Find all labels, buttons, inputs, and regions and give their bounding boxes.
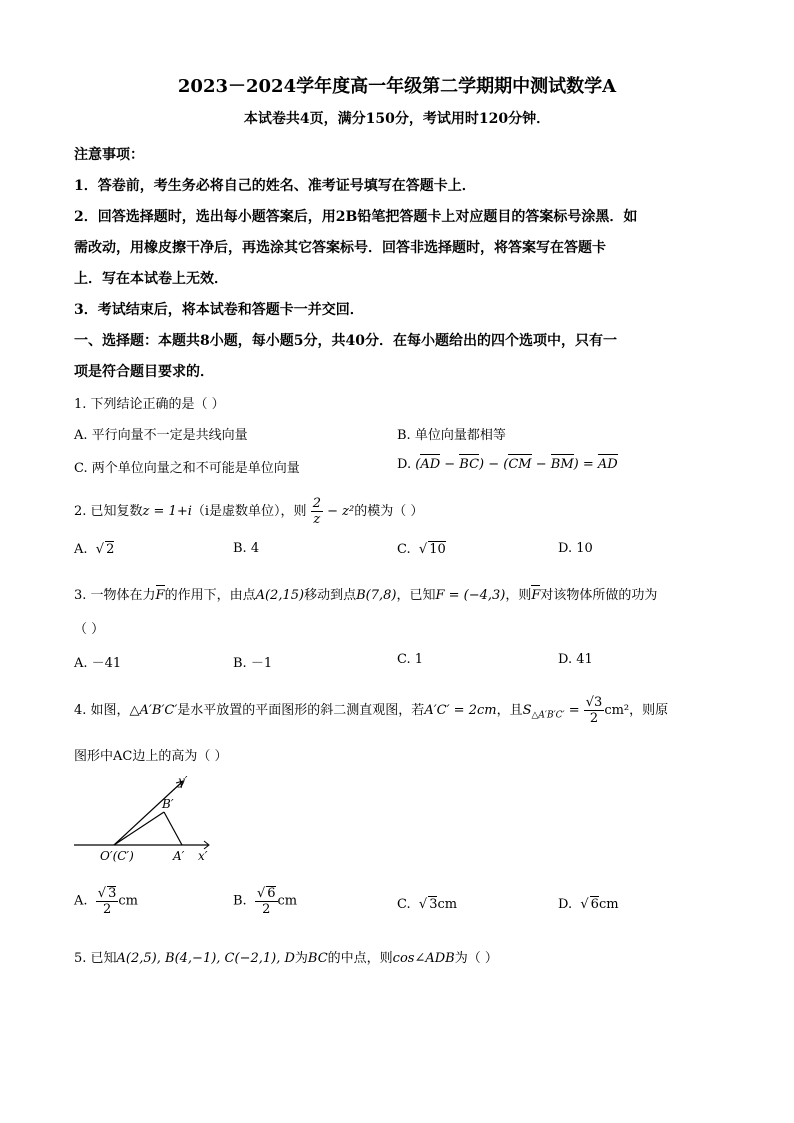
q4-frac-num: √3 [585,695,603,710]
expr-part: ) = [573,457,598,472]
q4-option-d: D. √ 6cm [558,897,619,912]
point-a: A(2,15) [255,588,305,603]
q5-segment-bc: BC [307,951,328,966]
vector-cm: CM [508,457,532,472]
q1-option-a: A. 平行向量不一定是共线向量 [74,428,248,443]
q3-mid2: 移动到点 [304,588,357,603]
vector-ad: AD [420,457,441,472]
q4-area-symbol: S [522,703,532,718]
q4-option-a-den: 2 [102,902,112,917]
q3-paren: （ ） [74,622,105,637]
q1-option-b: B. 单位向量都相等 [397,428,506,443]
q2-option-d: D. 10 [558,541,593,556]
expr-part: ) − ( [479,457,509,472]
vector-bc: BC [459,457,480,472]
q4-option-b-label: B. [233,893,247,909]
q5-mid2: 的中点，则 [327,951,393,966]
q4-option-a-label: A. [74,893,88,909]
q2-frac-num: 2 [312,496,321,511]
q2-fraction [311,497,323,526]
q4-tail: ，则原 [629,703,669,718]
q4-option-d-label: D. [558,897,573,912]
q4-unit: cm² [604,703,630,718]
q1-option-c: C. 两个单位向量之和不可能是单位向量 [74,461,300,476]
q3-mid4: ，则 [505,588,532,603]
q4-triangle: △A′B′C′ [129,703,178,718]
q2-option-c-value: 10 [429,542,446,557]
q1-option-d-expression [415,457,617,472]
question-5-stem [74,947,498,966]
note-2-line2: 需改动，用橡皮擦干净后，再选涂其它答案标号．回答非选择题时，将答案写在答题卡 [74,240,606,256]
q3-option-b: B. －1 [233,656,273,671]
point-b: B(7,8) [356,588,397,603]
q2-option-b: B. 4 [233,541,260,556]
q4-option-a-fraction [96,886,119,916]
y-axis-label: y′ [178,774,188,788]
q4-option-d-unit: cm [598,897,619,912]
q4-option-c: C. √ 3cm [397,897,458,912]
q2-z-eq: z = 1+i [142,504,192,519]
q4-line2: 图形中AC边上的高为（ ） [74,749,228,764]
note-2-line3: 上．写在本试卷上无效． [74,271,228,287]
q1-option-d-label: D. [397,457,412,472]
q3-pre: 3. 一物体在力 [74,588,156,603]
question-1-stem: 1. 下列结论正确的是（ ） [74,397,225,412]
vector-ad-result: AD [597,457,618,472]
q5-mid: 为 [294,951,308,966]
q4-option-b-unit: cm [277,893,298,909]
note-2-line1: 2．回答选择题时，选出每小题答案后，用2B铅笔把答题卡上对应题目的答案标号涂黑．如 [74,209,638,225]
side-o-b [114,812,164,845]
q4-option-c-unit: cm [437,897,458,912]
q1-option-d [397,457,618,472]
notes-heading: 注意事项： [74,147,144,163]
section-heading-line2: 项是符合题目要求的． [74,364,214,380]
q4-mid2: ，且 [496,703,523,718]
q4-option-c-radicand: 3 [429,897,438,912]
question-4-stem [74,696,668,725]
point-b-label: B′ [162,797,174,811]
q5-pre: 5. 已知 [74,951,117,966]
q2-option-a-value: 2 [106,542,115,557]
vector-bm: BM [550,457,574,472]
point-a-label: A′ [173,849,185,863]
force-vector-f: F [155,588,165,603]
q4-option-b-den: 2 [262,902,271,917]
q4-area-fraction [584,696,605,725]
q2-option-c: C. √ 10 [397,542,446,557]
q3-mid1: 的作用下，由点 [164,588,256,603]
q4-option-d-radicand: 6 [590,897,599,912]
force-value: F = (−4,3) [435,588,506,603]
y-axis-line [114,782,182,845]
question-2-stem [74,497,423,526]
page-title: 2023－2024学年度高一年级第二学期期中测试数学A [177,76,617,97]
q2-post-expr: − z² [322,504,355,519]
q4-option-b-fraction [255,886,278,916]
exam-subtitle: 本试卷共4页，满分150分，考试用时120分钟． [243,111,551,127]
note-3: 3．考试结束后，将本试卷和答题卡一并交回． [74,302,364,318]
q5-tail: 为（ ） [454,951,498,966]
q3-option-c: C. 1 [397,652,424,667]
q4-option-a-num: √ 3 [97,886,117,901]
question-3-stem [74,584,657,603]
q3-mid3: ，已知 [396,588,436,603]
q4-figure [70,770,230,870]
q5-cos-angle: cos∠ADB [392,951,455,966]
q4-eq: = [564,703,584,718]
q2-frac-den: z [313,512,321,527]
section-heading-line1: 一、选择题：本题共8小题，每小题5分，共40分．在每小题给出的四个选项中，只有一 [74,333,617,349]
x-axis-label: x′ [198,849,208,863]
note-1: 1．答卷前，考生务必将自己的姓名、准考证号填写在答题卡上． [74,178,476,194]
q4-option-c-label: C. [397,897,411,912]
force-vector-f-2: F [531,588,541,603]
expr-part: − [531,457,551,472]
expr-part: ( [415,457,421,472]
q4-option-b-num: √ 6 [256,886,276,901]
q4-pre: 4. 如图， [74,703,130,718]
q4-option-a [74,886,138,916]
q4-option-b [233,886,297,916]
q4-frac-den: 2 [589,711,599,726]
q4-option-a-unit: cm [118,893,138,909]
q4-area-subscript: △A′B′C′ [531,710,565,721]
q3-option-d: D. 41 [558,652,593,667]
q2-option-a: A. √ 2 [74,542,115,557]
q3-tail: 对该物体所做的功为 [540,588,658,603]
q4-option-a-radicand: 3 [108,886,117,901]
q4-mid1: 是水平放置的平面图形的斜二测直观图，若 [177,703,425,718]
q3-option-a: A. －41 [74,656,122,671]
q2-option-a-label: A. [74,542,88,557]
q2-mid: （i是虚数单位），则 [191,504,307,519]
expr-part: − [440,457,460,472]
q4-option-b-radicand: 6 [267,886,276,901]
q4-ac-length: A′C′ = 2cm [424,703,497,718]
q5-points: A(2,5), B(4,−1), C(−2,1), D [116,951,295,966]
origin-label: O′(C′) [100,849,134,863]
side-b-a [164,812,182,845]
q2-option-c-label: C. [397,542,411,557]
q2-tail: 的模为（ ） [354,504,424,519]
q2-pre: 2. 已知复数 [74,504,143,519]
